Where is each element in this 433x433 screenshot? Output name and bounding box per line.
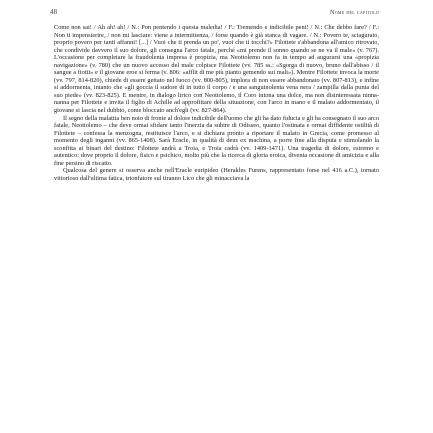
running-head [50,7,379,18]
running-head-title: Nome del capitolo [329,9,379,16]
page-number: 48 [50,9,58,16]
paragraph: Qualcosa del genere si osserva anche nell'Eracle euripideo (Herakles Furens, rappresentato forse nel 416 a.C.), tornato vittorioso dall'ultima fatica, trionfatore sul tiranno Lico che gli minacciava la [54,167,379,182]
paragraph: Come non sai! / Ah ah! ah! / N.: Pon pentendo i questa maledia! / F.: Tremendo e indicibile peni! / N.: Che debbo fare? / F.: Non ti impensierire, / non mi lasciare: viene a intermittenza, / forse quando è già stanca di vagare. / N.: Povero te, sciagurato, proprio povero per tanti affanni! [...] / Vuoi che ti prenda un po', vuoi che ti tocchi?» Filottete s'abbandona all'amico ritrovato, che condivide davvero il suo dolore, gli consegna l'arco fatale, perché «mi prende il sonno quando se ne va il male» (v. 767). L'occasione per completare la fraudolenta impresa è propizia, ma Neottolemo non fa in tempo ad augurarsi una «propizia navigazione» (v. 780) che un nuovo accesso del male colpisce Filottete (vv. 785 ss.: «Sgorga di nuovo, bruno dall'abisso / il sangue a fiotti» e il giovane eroe si ferma (v. 806: «afflit di me più pianto gemendo sui mali»). Mentre Filottete invoca la morte (vv. 797, 814-820), chiede di essere gettato nel fuoco (vv. 800-805), implora di non essere abbandonato (vv. 807-813), e infine si addormenta, intanto che «gli goccia il sudore di in tutto il corpo / e una sanguinolenta vena nera / zampilla dalla punta del suo piede» (vv. 823-825). E mentre, in dialogo lirico con Neottolemo, il Coro intona una dolce, ma non disinteressata ninna-nanna per Filottete e invita il figlio di Achille ad approfittare della situazione, con l'arco in mano e il malato addormentato, il giovane si lascia nel dubbio, come bloccato anch'egli (vv. 827-864). [54,24,379,115]
body-text [54,24,379,182]
paragraph: Il segno della malattia ben noto di fronte al dolore indicibile dell'uomo che gli ha dato fiducia e gli ha consegnato il suo arco fatale, Neottolemo – che deve ormai sfidare tanto l'inerzia da subire di Odisseo, quanto l'ostinata e ormai diffidente ostilità di Filottete – confessa la menzogna, restituisce l'arco, e si dichiara pronto a riportare il malato in Grecia, come promesso al momento degli inganni (vv. 865-1408). Sarà Eracle, in qualità di deus ex machina, a porre fine alla disputa e stimolando la sconfitta ai binari del destino: Filottete andrà a Troia, e Troia cadrà (vv. 1409-1471). Una tragedia di dolore, estremo e autentico: dove proprio il dolore, fisico e psichico, molto più che la ricerca di gloria eroica, diventa occasione di amicizia e alla fine persino di riscatto. [54,114,379,167]
